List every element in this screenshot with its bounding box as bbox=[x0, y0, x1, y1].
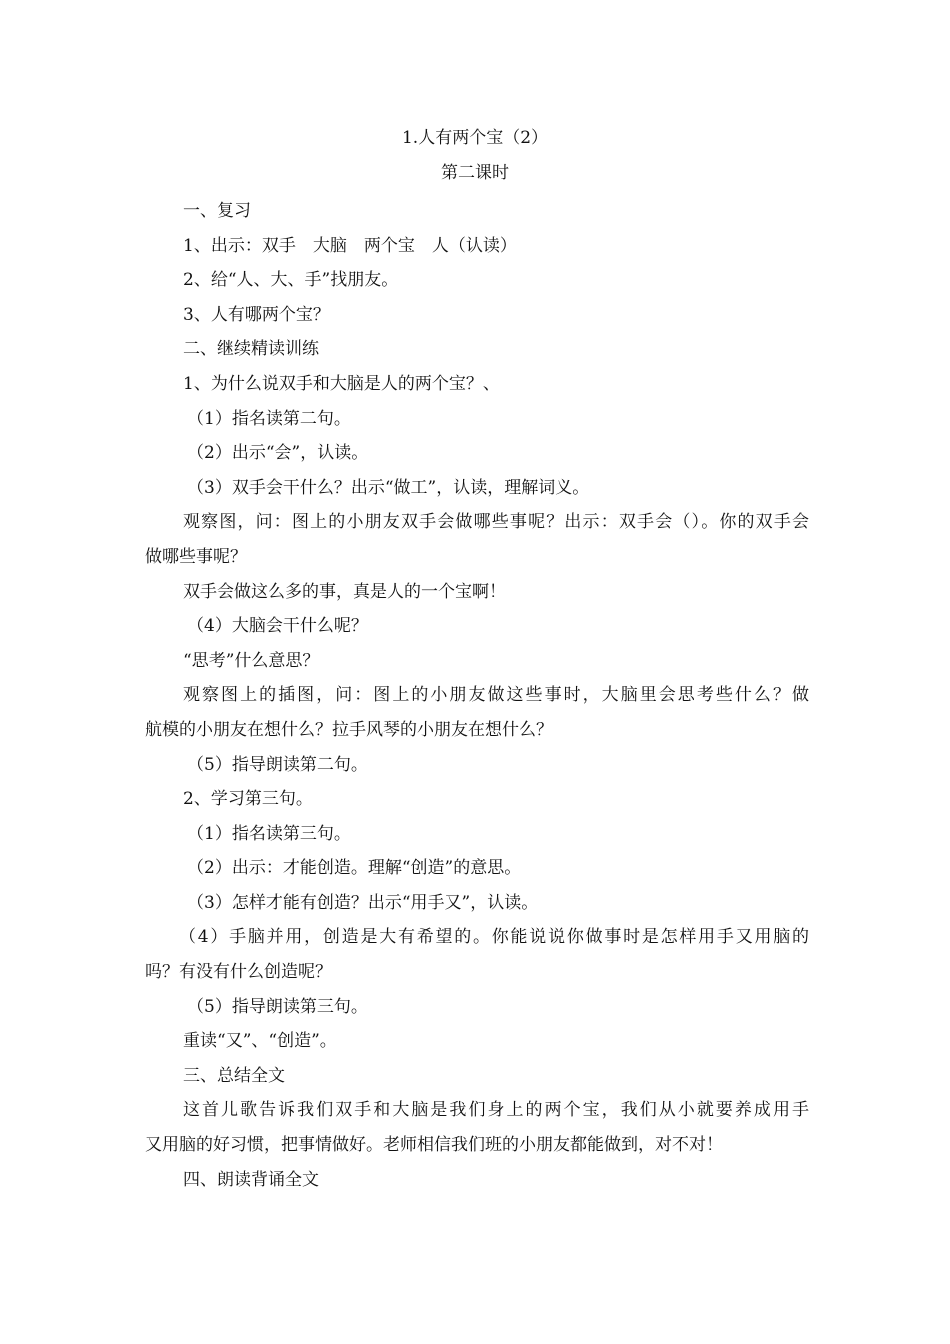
paragraph-line: （4）手脑并用，创造是大有希望的。你能说说你做事时是怎样用手又用脑的 bbox=[179, 927, 809, 948]
section-heading: 三、总结全文 bbox=[183, 1065, 285, 1086]
paragraph-line: （4）大脑会干什么呢？ bbox=[187, 616, 368, 637]
paragraph-line: 又用脑的好习惯，把事情做好。老师相信我们班的小朋友都能做到，对不对！ bbox=[145, 1135, 723, 1156]
paragraph-line: 1、为什么说双手和大脑是人的两个宝？、 bbox=[183, 373, 500, 394]
section-heading: 二、继续精读训练 bbox=[183, 339, 319, 360]
paragraph-line: （1）指名读第二句。 bbox=[187, 408, 351, 429]
paragraph-line: 2、给“人、大、手”找朋友。 bbox=[183, 270, 399, 291]
paragraph-line: 3、人有哪两个宝？ bbox=[183, 304, 330, 325]
paragraph-line: （1）指名读第三句。 bbox=[187, 823, 351, 844]
paragraph-line: （5）指导朗读第二句。 bbox=[187, 754, 368, 775]
document-body bbox=[145, 194, 809, 1197]
document-title: 1.人有两个宝（2） bbox=[401, 128, 549, 148]
paragraph-line: 双手会做这么多的事，真是人的一个宝啊！ bbox=[183, 581, 506, 602]
paragraph-line: 吗？有没有什么创造呢？ bbox=[145, 962, 332, 983]
paragraph-line: （5）指导朗读第三句。 bbox=[187, 996, 368, 1017]
paragraph-line: 2、学习第三句。 bbox=[183, 789, 313, 810]
section-heading: 一、复习 bbox=[183, 201, 251, 221]
document-subtitle: 第二课时 bbox=[441, 163, 509, 183]
paragraph-line: （2）出示：才能创造。理解“创造”的意思。 bbox=[187, 858, 522, 879]
paragraph-line: （3）双手会干什么？出示“做工”，认读，理解词义。 bbox=[187, 477, 590, 498]
paragraph-line: 这首儿歌告诉我们双手和大脑是我们身上的两个宝，我们从小就要养成用手 bbox=[183, 1100, 809, 1121]
paragraph-line: 1、出示：双手 大脑 两个宝 人（认读） bbox=[183, 235, 517, 256]
paragraph-line: 做哪些事呢？ bbox=[145, 546, 247, 567]
paragraph-line: （2）出示“会”，认读。 bbox=[187, 443, 369, 464]
paragraph-line: 观察图，问：图上的小朋友双手会做哪些事呢？出示：双手会（）。你的双手会 bbox=[183, 512, 809, 533]
paragraph-line: （3）怎样才能有创造？出示“用手又”，认读。 bbox=[187, 892, 539, 913]
paragraph-line: 重读“又”、“创造”。 bbox=[183, 1031, 337, 1052]
section-heading: 四、朗读背诵全文 bbox=[183, 1169, 319, 1190]
paragraph-line: 观察图上的插图，问：图上的小朋友做这些事时，大脑里会思考些什么？做 bbox=[183, 685, 809, 706]
paragraph-line: 航模的小朋友在想什么？拉手风琴的小朋友在想什么？ bbox=[145, 719, 553, 740]
paragraph-line: “思考”什么意思？ bbox=[183, 650, 320, 671]
